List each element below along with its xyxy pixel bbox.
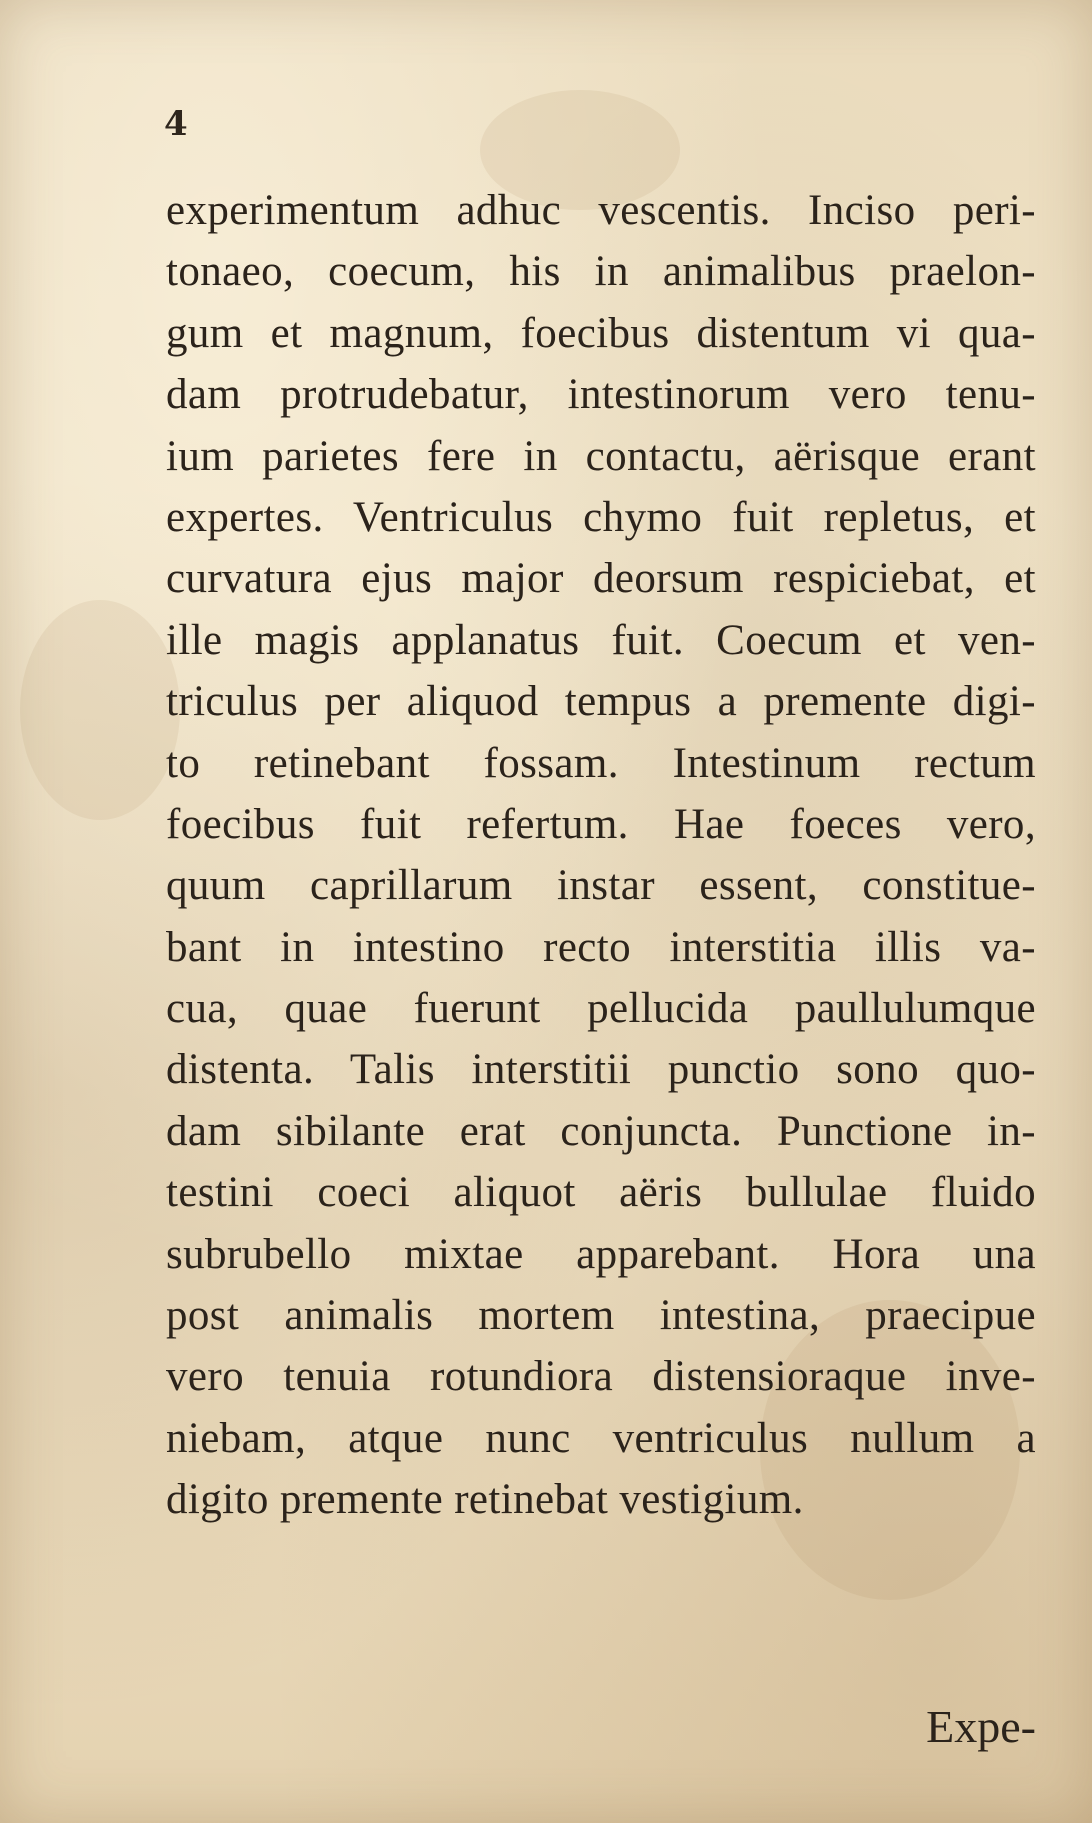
text-line: triculus per aliquod tempus a premente digi- — [166, 678, 1036, 726]
body-text — [166, 180, 1036, 1531]
text-line: dam sibilante erat conjuncta. Punctione in- — [166, 1107, 1036, 1155]
text-line: curvatura ejus major deorsum respiciebat, et — [166, 555, 1036, 603]
text-line: quum caprillarum instar essent, constitue- — [166, 862, 1036, 910]
text-line: expertes. Ventriculus chymo fuit repletus, et — [166, 493, 1036, 541]
text-line: experimentum adhuc vescentis. Inciso peri- — [166, 187, 1036, 234]
text-line: vero tenuia rotundiora distensioraque inve- — [166, 1353, 1036, 1401]
text-line: subrubello mixtae apparebant. Hora una — [166, 1230, 1036, 1278]
text-line: to retinebant fossam. Intestinum rectum — [166, 739, 1036, 787]
text-line: digito premente retinebat vestigium. — [166, 1476, 804, 1524]
paper-stain — [20, 600, 180, 820]
text-line: testini coeci aliquot aëris bullulae fluido — [166, 1169, 1036, 1217]
text-line: dam protrudebatur, intestinorum vero tenu- — [166, 371, 1036, 419]
text-line: tonaeo, coecum, his in animalibus praelon- — [166, 248, 1036, 296]
text-line: niebam, atque nunc ventriculus nullum a — [166, 1414, 1036, 1462]
text-line: ium parietes fere in contactu, aërisque erant — [166, 432, 1036, 480]
text-line: cua, quae fuerunt pellucida paullulumque — [166, 985, 1036, 1033]
catchword: Expe- — [926, 1701, 1036, 1752]
page-number: 4 — [164, 104, 188, 144]
text-line: post animalis mortem intestina, praecipue — [166, 1292, 1036, 1340]
text-line: ille magis applanatus fuit. Coecum et ven- — [166, 616, 1036, 664]
text-line: bant in intestino recto interstitia illis va- — [166, 923, 1036, 971]
text-line: gum et magnum, foecibus distentum vi qua- — [166, 309, 1036, 357]
text-line: distenta. Talis interstitii punctio sono quo- — [166, 1046, 1036, 1094]
text-line: foecibus fuit refertum. Hae foeces vero, — [166, 800, 1036, 848]
